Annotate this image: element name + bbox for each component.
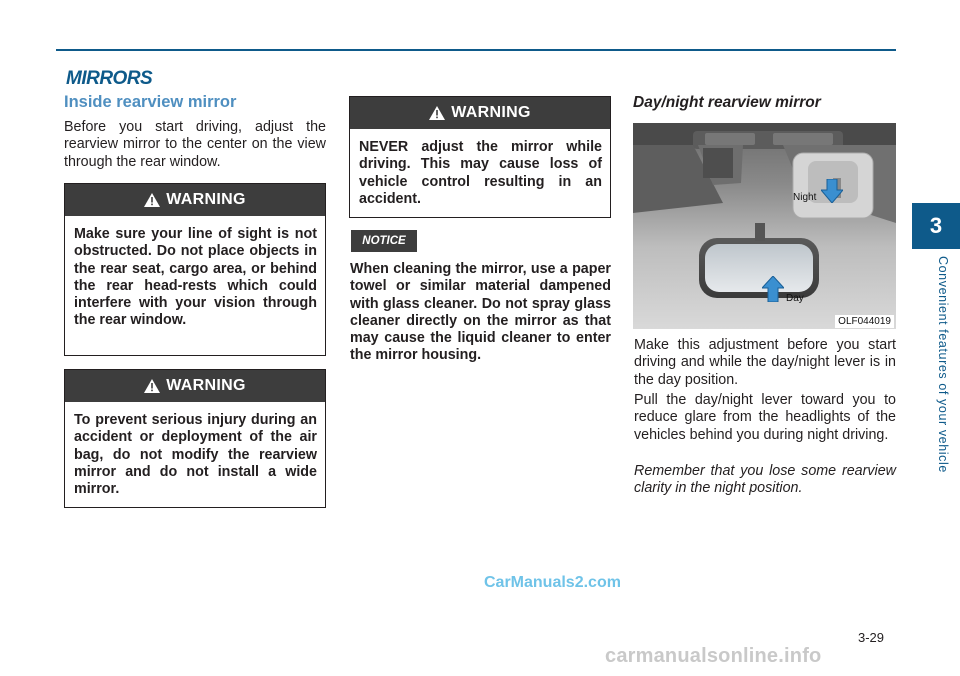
page-number: 3-29	[858, 630, 885, 645]
day-night-note: Remember that you lose some rearview clarity in the night position.	[634, 463, 896, 497]
warning-header	[350, 97, 610, 129]
day-night-paragraph-1: Make this adjustment before you start driving and while the day/night lever is in the day position.	[634, 337, 896, 388]
warning-box-do-not-modify	[64, 369, 326, 508]
warning-box-line-of-sight	[64, 183, 326, 356]
notice-text: When cleaning the mirror, use a paper towel or similar material dampened with glass cleaner. Do not spray glass cleaner directly on the mirror as that may cause the liquid cleaner to enter the mirror housing.	[350, 261, 611, 364]
warning-triangle-icon	[144, 193, 160, 207]
warning-header	[65, 370, 325, 402]
day-night-paragraph-2: Pull the day/night lever toward you to reduce glare from the headlights of the vehicles behind you during night driving.	[634, 392, 896, 443]
day-label: Day	[786, 293, 804, 304]
warning-triangle-icon	[144, 379, 160, 393]
section-title: MIRRORS	[66, 68, 153, 89]
warning-text: NEVER adjust the mirror while driving. This may cause loss of vehicle control resulting in an accident.	[359, 139, 602, 207]
subsection-title-inside-mirror: Inside rearview mirror	[64, 93, 237, 111]
header-rule	[56, 49, 896, 51]
chapter-number: 3	[929, 213, 943, 238]
watermark-link[interactable]: CarManuals2.com	[484, 574, 621, 591]
night-label: Night	[793, 192, 817, 203]
footer-site-watermark: carmanualsonline.info	[605, 645, 822, 667]
warning-label: WARNING	[451, 104, 531, 121]
rearview-mirror-photo	[633, 123, 896, 329]
warning-box-never-adjust	[349, 96, 611, 218]
notice-tag: NOTICE	[351, 230, 417, 252]
subsection-title-day-night: Day/night rearview mirror	[633, 94, 821, 111]
warning-triangle-icon	[429, 106, 445, 120]
figure-code: OLF044019	[835, 315, 894, 328]
warning-label: WARNING	[166, 377, 246, 394]
chapter-number-tab	[912, 203, 960, 249]
night-arrow-icon	[821, 179, 843, 203]
inside-mirror-paragraph: Before you start driving, adjust the rearview mirror to the center on the view through the rear window.	[64, 119, 326, 170]
warning-text: Make sure your line of sight is not obstructed. Do not place objects in the rear seat, cargo area, or behind the rear head-rests which could interfere with your vision through the rear window.	[74, 226, 317, 329]
warning-header	[65, 184, 325, 216]
day-arrow-icon	[762, 276, 784, 302]
chapter-title: Convenient features of your vehicle	[936, 256, 950, 473]
warning-text: To prevent serious injury during an accident or deployment of the air bag, do not modify the rearview mirror and do not install a wide mirror.	[74, 412, 317, 498]
warning-label: WARNING	[166, 191, 246, 208]
